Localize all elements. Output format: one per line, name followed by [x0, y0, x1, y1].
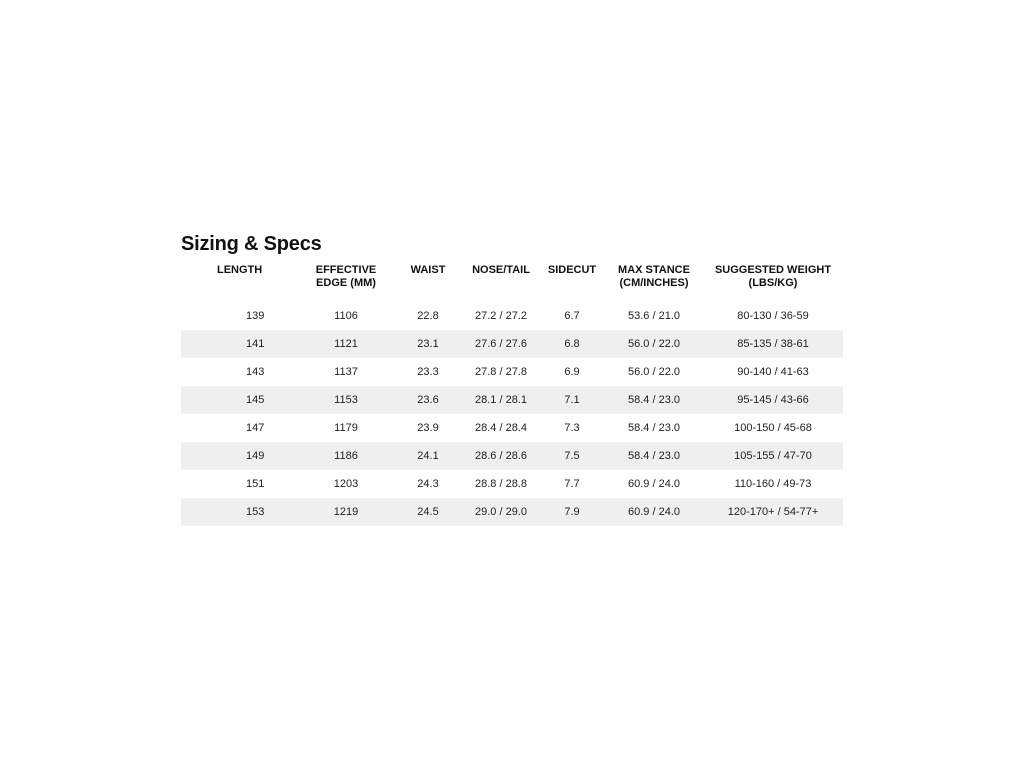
cell-effective-edge: 1121	[299, 330, 393, 358]
cell-waist: 23.1	[393, 330, 463, 358]
cell-waist: 24.3	[417, 478, 439, 490]
cell-sidecut: 7.5	[539, 442, 605, 470]
header-suggested-weight: SUGGESTED WEIGHT (LBS/KG)	[714, 264, 832, 289]
cell-nose-tail: 27.6 / 27.6	[463, 330, 539, 358]
cell-waist: 24.5	[393, 498, 463, 526]
cell-suggested-weight: 110-160 / 49-73	[734, 478, 812, 490]
cell-length: 145	[181, 386, 299, 414]
cell-max-stance: 58.4 / 23.0	[628, 422, 680, 434]
cell-max-stance: 60.9 / 24.0	[605, 498, 703, 526]
cell-suggested-weight: 120-170+ / 54-77+	[703, 498, 843, 526]
cell-effective-edge: 1137	[334, 366, 358, 378]
cell-length: 149	[181, 442, 299, 470]
cell-sidecut: 6.7	[564, 310, 580, 322]
cell-length: 139	[246, 310, 265, 322]
cell-length: 143	[246, 366, 265, 378]
cell-max-stance: 56.0 / 22.0	[605, 330, 703, 358]
cell-waist: 23.3	[417, 366, 439, 378]
header-nose-tail: NOSE/TAIL	[472, 264, 530, 276]
table-row	[181, 442, 843, 470]
cell-sidecut: 7.1	[539, 386, 605, 414]
cell-suggested-weight: 85-135 / 38-61	[703, 330, 843, 358]
cell-nose-tail: 27.2 / 27.2	[475, 310, 527, 322]
table-row	[181, 358, 843, 386]
cell-nose-tail: 28.4 / 28.4	[475, 422, 527, 434]
cell-length: 147	[246, 422, 265, 434]
cell-max-stance: 60.9 / 24.0	[628, 478, 680, 490]
cell-effective-edge: 1106	[334, 310, 358, 322]
cell-waist: 24.1	[393, 442, 463, 470]
cell-max-stance: 58.4 / 23.0	[605, 442, 703, 470]
cell-effective-edge: 1153	[299, 386, 393, 414]
cell-suggested-weight: 100-150 / 45-68	[734, 422, 812, 434]
cell-suggested-weight: 105-155 / 47-70	[703, 442, 843, 470]
cell-sidecut: 7.7	[564, 478, 580, 490]
table-row	[181, 414, 843, 442]
sizing-specs-section	[181, 232, 843, 526]
cell-sidecut: 7.9	[539, 498, 605, 526]
header-waist: WAIST	[410, 264, 446, 276]
cell-suggested-weight: 90-140 / 41-63	[737, 366, 809, 378]
cell-nose-tail: 27.8 / 27.8	[475, 366, 527, 378]
table-row	[181, 498, 843, 526]
cell-max-stance: 58.4 / 23.0	[605, 386, 703, 414]
header-row	[181, 264, 843, 302]
cell-nose-tail: 29.0 / 29.0	[463, 498, 539, 526]
cell-suggested-weight: 95-145 / 43-66	[703, 386, 843, 414]
specs-table	[181, 264, 843, 526]
cell-max-stance: 56.0 / 22.0	[628, 366, 680, 378]
cell-length: 153	[181, 498, 299, 526]
cell-sidecut: 6.8	[539, 330, 605, 358]
cell-effective-edge: 1203	[333, 478, 359, 490]
cell-sidecut: 6.9	[564, 366, 580, 378]
cell-waist: 22.8	[417, 310, 439, 322]
cell-waist: 23.6	[393, 386, 463, 414]
cell-sidecut: 7.3	[564, 422, 580, 434]
cell-effective-edge: 1186	[299, 442, 393, 470]
table-row	[181, 386, 843, 414]
header-effective-edge: EFFECTIVE EDGE (MM)	[315, 264, 377, 289]
header-sidecut: SIDECUT	[547, 264, 597, 276]
cell-max-stance: 53.6 / 21.0	[628, 310, 680, 322]
header-max-stance: MAX STANCE (CM/INCHES)	[618, 264, 690, 289]
cell-length: 141	[181, 330, 299, 358]
cell-nose-tail: 28.1 / 28.1	[463, 386, 539, 414]
table-row	[181, 330, 843, 358]
header-length: LENGTH	[217, 264, 263, 276]
section-title: Sizing & Specs	[181, 233, 322, 255]
cell-effective-edge: 1179	[334, 422, 358, 434]
cell-waist: 23.9	[417, 422, 439, 434]
table-row	[181, 302, 843, 330]
cell-length: 151	[246, 478, 265, 490]
cell-suggested-weight: 80-130 / 36-59	[737, 310, 809, 322]
cell-nose-tail: 28.6 / 28.6	[463, 442, 539, 470]
table-row	[181, 470, 843, 498]
cell-nose-tail: 28.8 / 28.8	[475, 478, 527, 490]
table-header	[181, 264, 843, 302]
table-body	[181, 302, 843, 526]
cell-effective-edge: 1219	[299, 498, 393, 526]
